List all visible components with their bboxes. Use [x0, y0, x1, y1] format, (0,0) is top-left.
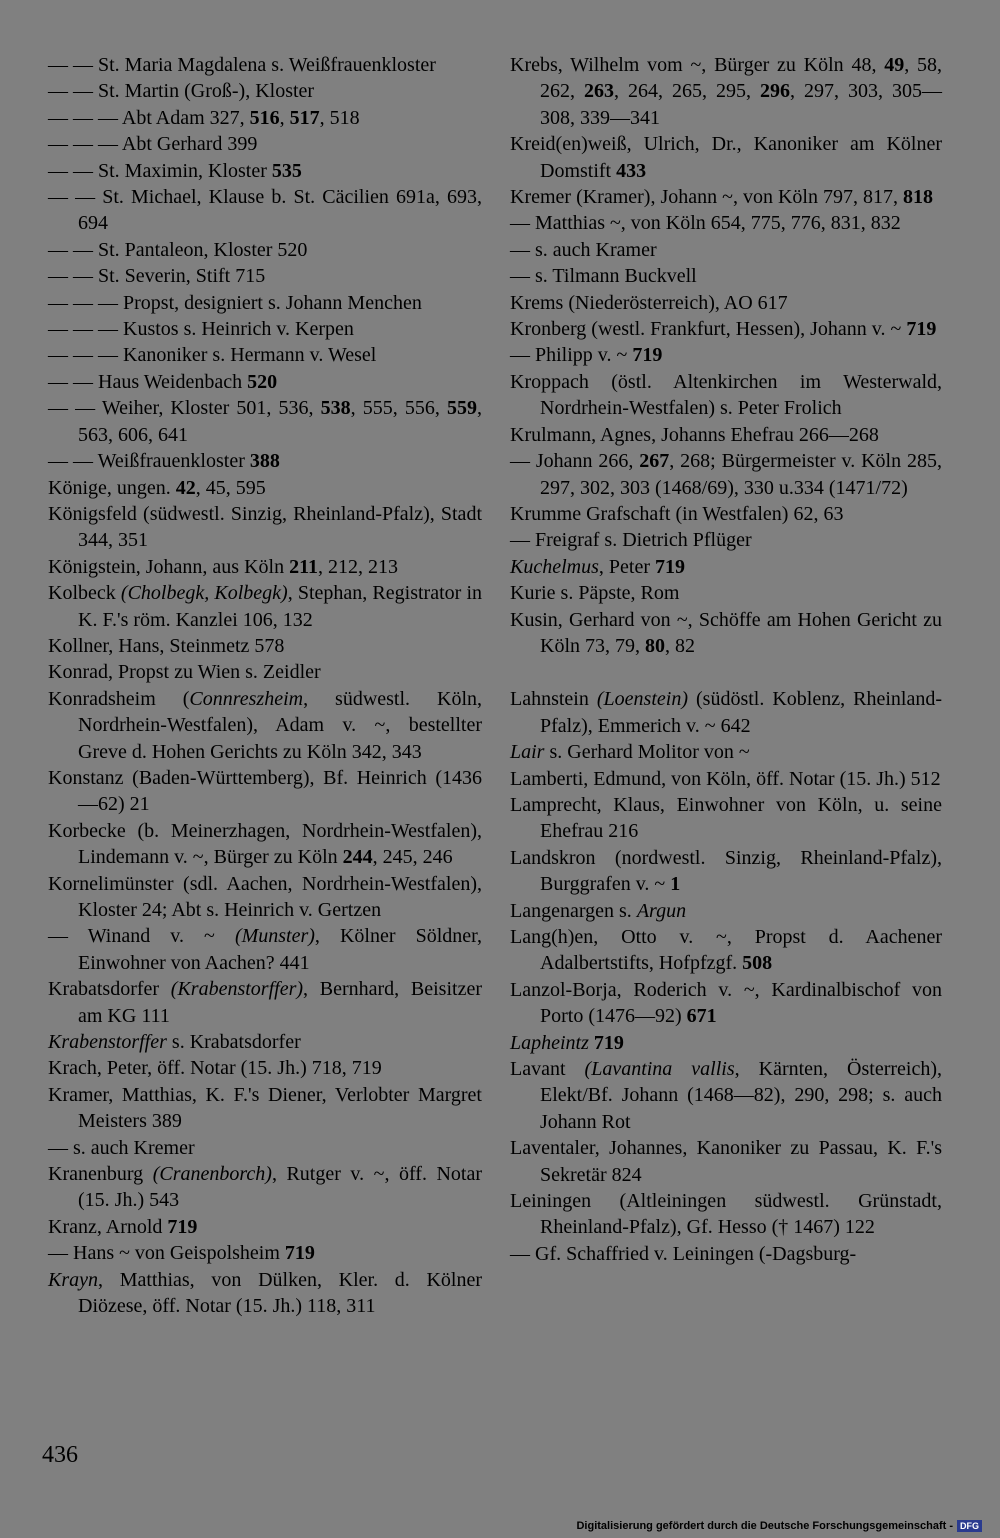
index-entry: Kusin, Gerhard von ~, Schöffe am Hohen Gericht zu Köln 73, 79, 80, 82: [510, 608, 942, 657]
index-entry: Konrad, Propst zu Wien s. Zeidler: [48, 661, 321, 684]
index-entry: Kranz, Arnold 719: [48, 1215, 198, 1238]
dfg-logo: DFG: [957, 1520, 982, 1532]
index-entry: — — St. Martin (Groß-), Kloster: [48, 80, 315, 103]
index-entry: — — — Abt Adam 327, 516, 517, 518: [48, 106, 360, 129]
index-entry: — — St. Maximin, Kloster 535: [48, 159, 302, 182]
index-entry: Leiningen (Altleiningen südwestl. Grünstadt, Rheinland-Pfalz), Gf. Hesso († 1467) 122: [510, 1190, 942, 1239]
index-entry: Krayn, Matthias, von Dülken, Kler. d. Kölner Diözese, öff. Notar (15. Jh.) 118, 311: [48, 1268, 482, 1318]
index-entry: Korbecke (b. Meinerzhagen, Nordrhein-Westfalen), Lindemann v. ~, Bürger zu Köln 244, 245, 246: [48, 819, 482, 869]
index-entry: — Johann 266, 267, 268; Bürgermeister v. Köln 285, 297, 302, 303 (1468/69), 330 u.334 (1471/72): [510, 450, 942, 499]
index-entry: — — — Kustos s. Heinrich v. Kerpen: [48, 318, 354, 341]
digitization-footer: [576, 1520, 982, 1532]
index-entry: Krulmann, Agnes, Johanns Ehefrau 266—268: [510, 423, 879, 446]
index-entry: — Philipp v. ~ 719: [510, 344, 663, 367]
index-entry: — — Weißfrauenkloster 388: [48, 450, 280, 473]
index-entry: Kuchelmus, Peter 719: [510, 555, 685, 578]
index-entry: — — St. Michael, Klause b. St. Cäcilien 691a, 693, 694: [48, 186, 482, 235]
index-entry: Kramer, Matthias, K. F.'s Diener, Verlobter Margret Meisters 389: [48, 1083, 482, 1133]
index-entry: Kranenburg (Cranenborch), Rutger v. ~, öff. Notar (15. Jh.) 543: [48, 1163, 483, 1212]
index-entry: — — — Propst, designiert s. Johann Menchen: [48, 291, 422, 314]
index-entry: Kolbeck (Cholbegk, Kolbegk), Stephan, Registrator in K. F.'s röm. Kanzlei 106, 132: [48, 582, 482, 631]
footer-text: Digitalisierung gefördert durch die Deutsche Forschungsgemeinschaft -: [576, 1520, 953, 1532]
index-entry: — Matthias ~, von Köln 654, 775, 776, 831, 832: [510, 212, 901, 235]
index-entry: — — — Abt Gerhard 399: [48, 133, 258, 156]
index-entry: Lapheintz 719: [510, 1031, 624, 1054]
index-entry: — Freigraf s. Dietrich Pflüger: [510, 529, 752, 552]
index-entry: Krabatsdorfer (Krabenstorffer), Bernhard, Beisitzer am KG 111: [48, 978, 482, 1027]
index-entry: — Winand v. ~ (Munster), Kölner Söldner, Einwohner von Aachen? 441: [48, 925, 483, 974]
index-entry: Kollner, Hans, Steinmetz 578: [48, 634, 285, 657]
index-entry: Krabenstorffer s. Krabatsdorfer: [48, 1031, 301, 1054]
index-entry: Konstanz (Baden-Württemberg), Bf. Heinrich (1436—62) 21: [48, 766, 482, 816]
index-entry: Kroppach (östl. Altenkirchen im Westerwald, Nordrhein-Westfalen) s. Peter Frolich: [510, 370, 942, 420]
index-entry: Kornelimünster (sdl. Aachen, Nordrhein-Westfalen), Kloster 24; Abt s. Heinrich v. Gertzen: [48, 872, 482, 921]
index-entry: — — St. Pantaleon, Kloster 520: [48, 238, 308, 261]
index-entry: — s. auch Kramer: [510, 238, 657, 261]
index-entry: — — Haus Weidenbach 520: [48, 370, 278, 393]
index-entry: Königsfeld (südwestl. Sinzig, Rheinland-Pfalz), Stadt 344, 351: [48, 502, 482, 552]
index-entry: — Hans ~ von Geispolsheim 719: [48, 1242, 315, 1265]
index-entry: Krumme Grafschaft (in Westfalen) 62, 63: [510, 502, 844, 525]
index-entry: Lang(h)en, Otto v. ~, Propst d. Aachener Adalbertstifts, Hofpfzgf. 508: [510, 926, 942, 975]
index-entry: Kronberg (westl. Frankfurt, Hessen), Johann v. ~ 719: [510, 318, 937, 341]
page-number: 436: [42, 1442, 78, 1468]
index-entry: — s. Tilmann Buckvell: [510, 265, 697, 288]
index-entry: Könige, ungen. 42, 45, 595: [48, 476, 266, 499]
index-entry: Lamberti, Edmund, von Köln, öff. Notar (15. Jh.) 512: [510, 767, 941, 790]
index-entry: Langenargen s. Argun: [510, 899, 687, 922]
index-entry: Landskron (nordwestl. Sinzig, Rheinland-Pfalz), Burggrafen v. ~ 1: [510, 846, 942, 896]
index-entry: — Gf. Schaffried v. Leiningen (-Dagsburg-: [510, 1242, 857, 1265]
index-entry: Kremer (Kramer), Johann ~, von Köln 797, 817, 818: [510, 186, 933, 209]
index-entry: Kreid(en)weiß, Ulrich, Dr., Kanoniker am Kölner Domstift 433: [510, 133, 942, 182]
index-entry: — — Weiher, Kloster 501, 536, 538, 555, 556, 559, 563, 606, 641: [48, 397, 483, 446]
index-column-right: [510, 52, 942, 1267]
index-entry: Konradsheim (Connreszheim, südwestl. Köln, Nordrhein-Westfalen), Adam v. ~, bestellter Greve d. Hohen Gerichts zu Köln 342, 343: [48, 687, 482, 763]
index-entry: — — — Kanoniker s. Hermann v. Wesel: [48, 344, 377, 367]
index-column-left: [48, 52, 482, 1320]
index-entry: Laventaler, Johannes, Kanoniker zu Passau, K. F.'s Sekretär 824: [510, 1137, 942, 1186]
index-entry: Kurie s. Päpste, Rom: [510, 582, 680, 605]
index-entry: — — St. Severin, Stift 715: [48, 265, 266, 288]
index-entry: Lamprecht, Klaus, Einwohner von Köln, u. seine Ehefrau 216: [510, 793, 942, 843]
index-entry: — — St. Maria Magdalena s. Weißfrauenkloster: [48, 54, 436, 76]
index-entry: Lahnstein (Loenstein) (südöstl. Koblenz, Rheinland-Pfalz), Emmerich v. ~ 642: [510, 688, 942, 737]
index-entry: — s. auch Kremer: [48, 1136, 195, 1159]
index-entry: Königstein, Johann, aus Köln 211, 212, 213: [48, 555, 398, 578]
index-entry: Lair s. Gerhard Molitor von ~: [510, 741, 750, 764]
index-entry: Krach, Peter, öff. Notar (15. Jh.) 718, 719: [48, 1057, 382, 1080]
index-entry: Lanzol-Borja, Roderich v. ~, Kardinalbischof von Porto (1476—92) 671: [510, 978, 942, 1028]
index-entry: Krems (Niederösterreich), AO 617: [510, 291, 788, 314]
index-entry: Krebs, Wilhelm vom ~, Bürger zu Köln 48, 49, 58, 262, 263, 264, 265, 295, 296, 297, 303, 305—308, 339—341: [510, 54, 943, 129]
index-entry: Lavant (Lavantina vallis, Kärnten, Österreich), Elekt/Bf. Johann (1468—82), 290, 298; s. auch Johann Rot: [510, 1058, 942, 1133]
